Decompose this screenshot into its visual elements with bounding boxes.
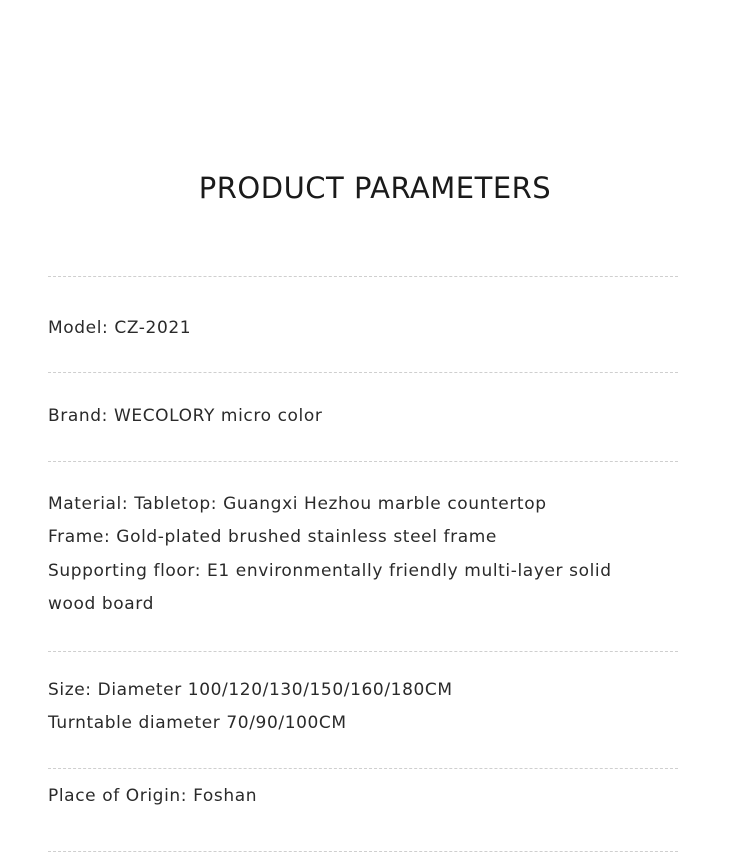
divider [48,651,678,652]
divider [48,461,678,462]
material-line-1: Material: Tabletop: Guangxi Hezhou marble countertop [48,494,547,514]
model-text: Model: CZ-2021 [48,318,192,338]
divider [48,851,678,852]
material-line-2: Frame: Gold-plated brushed stainless steel frame [48,527,497,547]
material-line-4: wood board [48,594,154,614]
origin-text: Place of Origin: Foshan [48,786,258,806]
brand-text: Brand: WECOLORY micro color [48,406,323,426]
size-line-1: Size: Diameter 100/120/130/150/160/180CM [48,680,453,700]
page-title: PRODUCT PARAMETERS [198,171,552,205]
size-line-2: Turntable diameter 70/90/100CM [48,713,347,733]
divider [48,768,678,769]
material-line-3: Supporting floor: E1 environmentally friendly multi-layer solid [48,561,612,581]
divider [48,276,678,277]
divider [48,372,678,373]
